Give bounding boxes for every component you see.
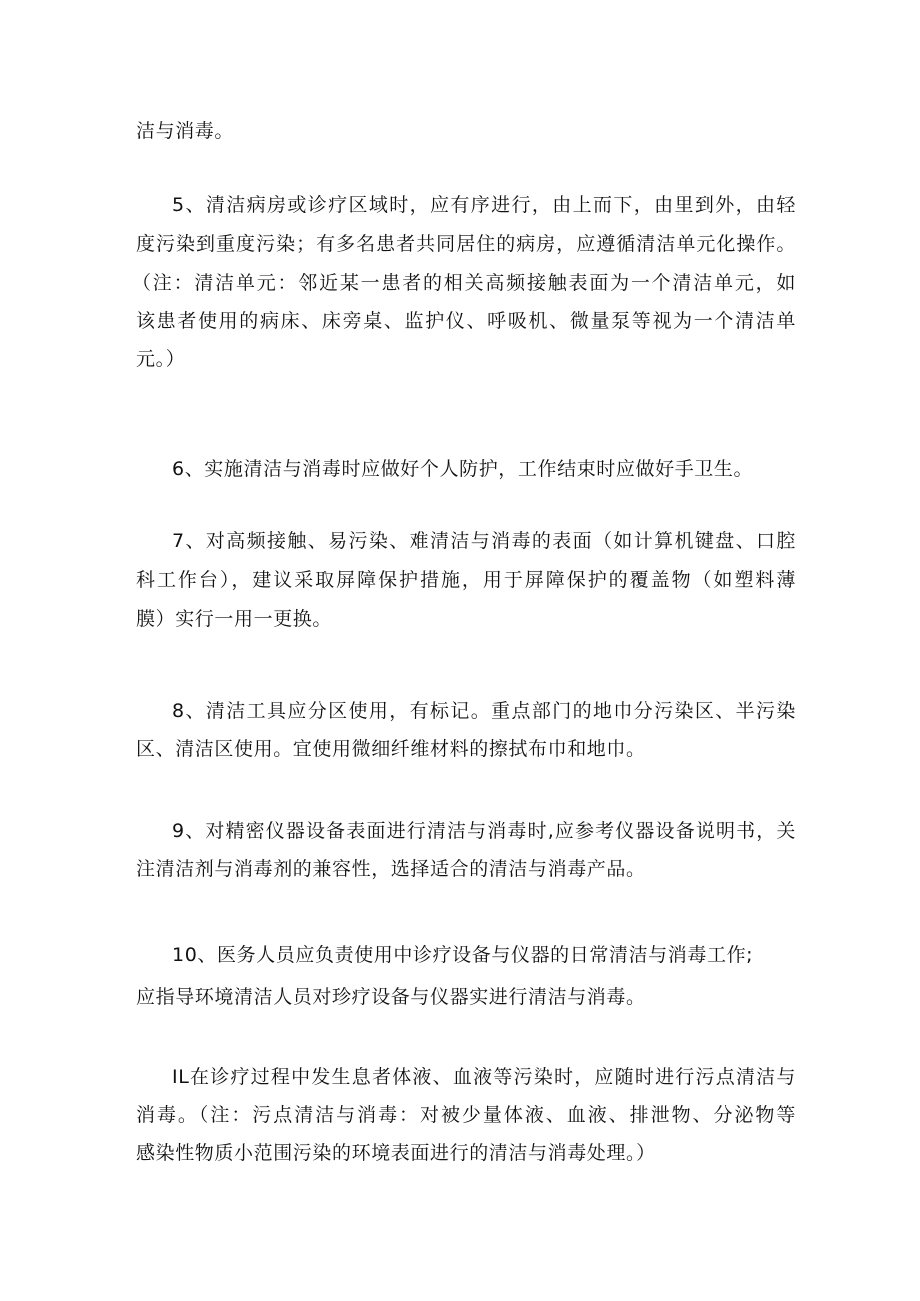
paragraph-line: 该患者使用的病床、床旁桌、监护仪、呼吸机、微量泵等视为一个清洁单 [136,310,796,332]
paragraph-item-11 [136,1058,796,1172]
paragraph-line: 10、医务人员应负责使用中诊疗设备与仪器的日常清洁与消毒工作; [172,944,754,966]
paragraph-item-8 [136,692,796,768]
paragraph-item-5 [132,186,796,378]
paragraph-item-7 [136,522,796,638]
paragraph-line: 区、清洁区使用。宜使用微细纤维材料的擦拭布巾和地巾。 [136,738,646,760]
paragraph-line: （注：清洁单元：邻近某一患者的相关高频接触表面为一个清洁单元，如 [132,272,796,294]
paragraph-line: 元。） [136,348,186,370]
paragraph-line: 8、清洁工具应分区使用，有标记。重点部门的地巾分污染区、半污染 [172,700,796,722]
paragraph-line: 6、实施清洁与消毒时应做好个人防护，工作结束时应做好手卫生。 [172,458,754,480]
paragraph-line: 感染性物质小范围污染的环境表面进行的清洁与消毒处理。） [136,1142,656,1164]
paragraph-item-9 [136,812,796,888]
paragraph-line: 洁与消毒。 [136,120,235,142]
paragraph-line: 7、对高频接触、易污染、难清洁与消毒的表面（如计算机键盘、口腔 [172,530,796,552]
paragraph-line: 度污染到重度污染；有多名患者共同居住的病房，应遵循清洁单元化操作。 [136,233,796,255]
paragraph-line: 膜）实行一用一更换。 [136,608,333,630]
paragraph-continuation [136,112,796,150]
paragraph-line: 9、对精密仪器设备表面进行清洁与消毒时,应参考仪器设备说明书，关 [172,820,796,842]
paragraph-line: IL在诊疗过程中发生息者体液、血液等污染时，应随时进行污点清洁与 [172,1066,796,1088]
paragraph-line: 科工作台），建议采取屏障保护措施，用于屏障保护的覆盖物（如塑料薄 [136,569,796,591]
paragraph-line: 注清洁剂与消毒剂的兼容性，选择适合的清洁与消毒产品。 [136,858,646,880]
paragraph-line: 消毒。（注：污点清洁与消毒：对被少量体液、血液、排泄物、分泌物等 [136,1104,796,1126]
paragraph-item-6 [136,450,796,488]
paragraph-item-10 [136,932,796,1016]
paragraph-line: 5、清洁病房或诊疗区域时，应有序进行，由上而下，由里到外，由轻 [172,194,796,216]
paragraph-line: 应指导环境清洁人员对珍疗设备与仪器实进行清洁与消毒。 [136,986,646,1008]
